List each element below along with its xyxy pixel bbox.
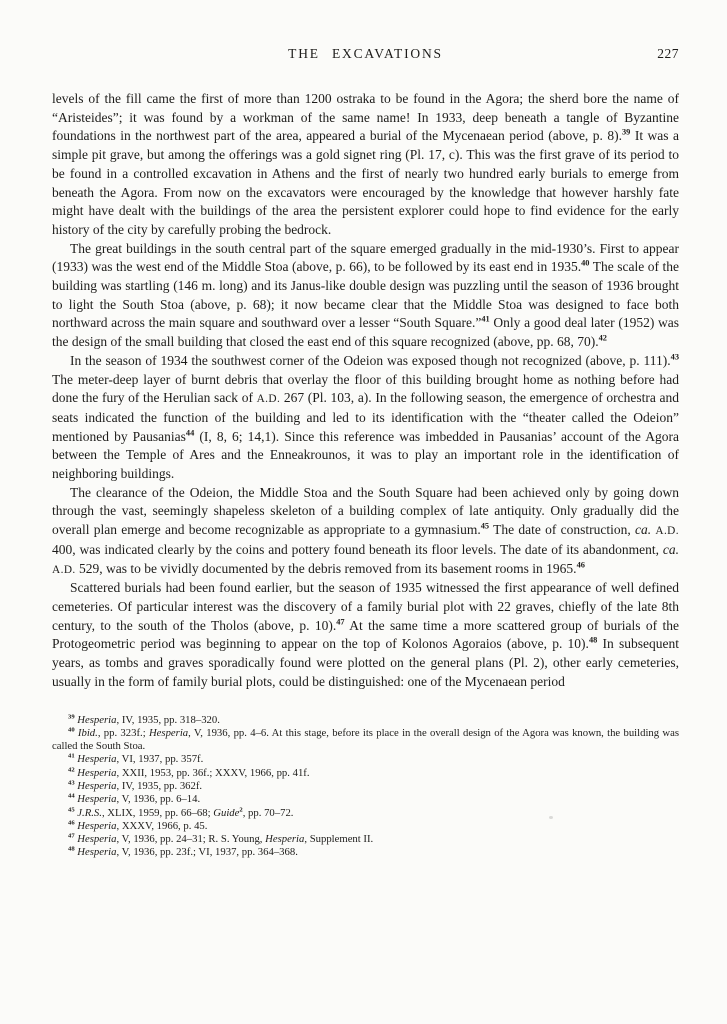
footnote [52, 714, 679, 727]
text-run: The great buildings in the south central part of the square emerged gradually in the mid-1930’s. First to appear (1933) was the west end of the Middle Stoa (above, p. 66), to be followed by its east end in 1935. [52, 240, 679, 275]
text-run: 529, was to be vividly documented by the debris removed from its basement rooms in 1965. [75, 560, 577, 576]
footnote [52, 727, 679, 754]
text-run: , V, 1936, pp. 23f.; VI, 1937, pp. 364–368. [116, 846, 298, 859]
text-run: , VI, 1937, pp. 357f. [116, 753, 204, 766]
text-run: 267 (Pl. 103, a). In the following season, the emergence of orchestra and seats indicated the function of the building and led to its identification with the “theater called the Odeion” mentioned by Pausanias [52, 390, 679, 444]
footnote [52, 807, 679, 820]
italic-text: J.R.S. [77, 806, 102, 819]
text-run: , XXII, 1953, pp. 36f.; XXXV, 1966, pp. 41f. [116, 766, 310, 779]
page-number: 227 [657, 46, 679, 61]
italic-text: Hesperia [77, 766, 117, 779]
footnote-ref: 43 [670, 352, 679, 362]
italic-text: Hesperia [265, 833, 305, 846]
text-run: , XXXV, 1966, p. 45. [116, 819, 208, 832]
text-run: , pp. 323f.; [97, 726, 149, 739]
italic-text: Guide [213, 806, 240, 819]
footnote-ref: 47 [336, 617, 345, 627]
footnote-ref: 2 [239, 806, 243, 814]
text-run: The meter-deep layer of burnt debris that overlay the floor of this building brought home as nothing before had done the fury of the Herulian sack of [52, 371, 679, 406]
smallcaps-text: A.D. [52, 563, 76, 576]
running-header [52, 46, 679, 64]
footnote-ref: 40 [581, 258, 590, 268]
page-content [52, 46, 679, 860]
paragraph [52, 240, 679, 352]
text-run: , IV, 1935, pp. 318–320. [116, 713, 220, 726]
smallcaps-text: A.D. [655, 525, 679, 538]
paragraph [52, 579, 679, 691]
italic-text: Hesperia [77, 846, 117, 859]
italic-text: Hesperia [77, 779, 117, 792]
italic-text: Hesperia [77, 833, 117, 846]
italic-text: Hesperia [77, 819, 117, 832]
footnote-ref: 44 [185, 428, 195, 438]
text-run: Scattered burials had been found earlier, but the season of 1935 witnessed the first appearance of well defined cemeteries. Of particular interest was the discovery of a family burial plot with 22 graves, chiefly of the late 8th century, to the south of the Tholos (above, p. 10). [52, 580, 679, 633]
page-title: THE EXCAVATIONS [288, 46, 443, 61]
italic-text: Hesperia [77, 793, 117, 806]
footnote [52, 767, 679, 780]
text-run: Only a good deal later (1952) was the design of the small building that closed the east end of this square recognized (above, pp. 68, 70). [52, 315, 679, 350]
italic-text: ca. [662, 541, 679, 557]
paragraph [52, 352, 679, 484]
text-run: , IV, 1935, pp. 362f. [116, 779, 203, 792]
body-text [52, 90, 679, 692]
footnote-ref: 42 [68, 766, 75, 774]
italic-text: ca. [634, 522, 652, 538]
text-run: , V, 1936, pp. 4–6. At this stage, before its place in the overall design of the Agora was known, the building was called the South Stoa. [52, 726, 680, 753]
footnote-ref: 48 [68, 845, 75, 853]
footnote-ref: 42 [598, 333, 607, 343]
footnote-ref: 39 [622, 127, 631, 137]
footnote-ref: 41 [481, 314, 490, 324]
footnote-ref: 41 [68, 752, 75, 760]
italic-text: Hesperia [77, 713, 117, 726]
text-run: The date of construction, [489, 522, 635, 538]
paragraph [52, 90, 679, 240]
text-run: At the same time a more scattered group of burials of the Protogeometric period was beginning to appear on the top of Kolonos Agoraios (above, p. 10). [52, 617, 679, 652]
text-run: 400, was indicated clearly by the coins and pottery found beneath its floor levels. The date of its abandonment, [52, 541, 663, 557]
footnote-ref: 46 [68, 819, 75, 827]
footnote-ref: 45 [480, 521, 490, 531]
text-run: , pp. 70–72. [242, 806, 294, 819]
footnote-ref: 45 [68, 806, 75, 814]
text-run: The clearance of the Odeion, the Middle Stoa and the South Square had been achieved only by going down through the vast, seemingly shapeless skeleton of a building complex of late antiquity. Only gradually did the overall plan emerge and become recognizable as appropriate to a gymnasium. [52, 484, 679, 538]
footnote-ref: 40 [68, 726, 75, 734]
text-run: , V, 1936, pp. 24–31; R. S. Young, [116, 833, 266, 846]
text-run: In subsequent years, as tombs and graves sporadically found were plotted on the general plans (Pl. 2), other early cemeteries, usually in the form of family burial plots, could be distinguished: one of the Mycenaean period [52, 636, 679, 689]
text-run: The scale of the building was startling (146 m. long) and its Janus-like double design was puzzling until the season of 1936 brought to light the South Stoa (above, p. 68); it now became clear that the Middle Stoa was designed to face both northward across the main square and southward over a lesser “South Square.” [52, 259, 679, 331]
text-run: It was a simple pit grave, but among the offerings was a gold signet ring (Pl. 17, c). This was the first grave of its period to be found in a controlled excavation in Athens and the first of nearly two hundred early burials to emerge from beneath the Agora. From now on the excavators were encouraged by the knowledge that however harshly fate might have dealt with the buildings of the area the persistent explorer could hope to find evidence for the early history of the city by carefully probing the bedrock. [52, 128, 679, 237]
text-run: , V, 1936, pp. 6–14. [116, 793, 201, 806]
text-run: , XLIX, 1959, pp. 66–68; [101, 806, 214, 819]
print-speck [549, 816, 553, 819]
footnote [52, 793, 679, 806]
footnote [52, 780, 679, 793]
text-run: levels of the fill came the first of more than 1200 ostraka to be found in the Agora; the sherd bore the name of “Aristeides”; it was found by a workman of the same name! In 1933, deep beneath a tangle of Byzantine foundations in the northwest part of the area, appeared a burial of the Mycenaean period (above, p. 8). [52, 91, 679, 144]
text-run: In the season of 1934 the southwest corner of the Odeion was exposed though not recognized (above, p. 111). [70, 352, 671, 368]
footnote [52, 753, 679, 766]
footnote-ref: 44 [68, 792, 75, 800]
italic-text: Hesperia [77, 753, 117, 766]
italic-text: Ibid. [77, 726, 98, 739]
footnote-ref: 48 [588, 635, 598, 645]
paragraph [52, 484, 679, 580]
smallcaps-text: A.D. [256, 393, 281, 406]
text-run: (I, 8, 6; 14,1). Since this reference was imbedded in Pausanias’ account of the Agora between the Temple of Ares and the Enneakrounos, it was to play an important role in the identification of neighboring buildings. [52, 428, 680, 482]
footnote [52, 846, 679, 859]
footnote [52, 820, 679, 833]
footnote [52, 833, 679, 846]
footnote-ref: 39 [68, 712, 75, 720]
footnote-ref: 47 [68, 832, 75, 840]
italic-text: Hesperia [148, 726, 189, 739]
footnote-ref: 43 [68, 779, 75, 787]
text-run: , Supplement II. [304, 833, 374, 846]
footnotes [52, 714, 679, 860]
footnote-ref: 46 [576, 560, 585, 570]
